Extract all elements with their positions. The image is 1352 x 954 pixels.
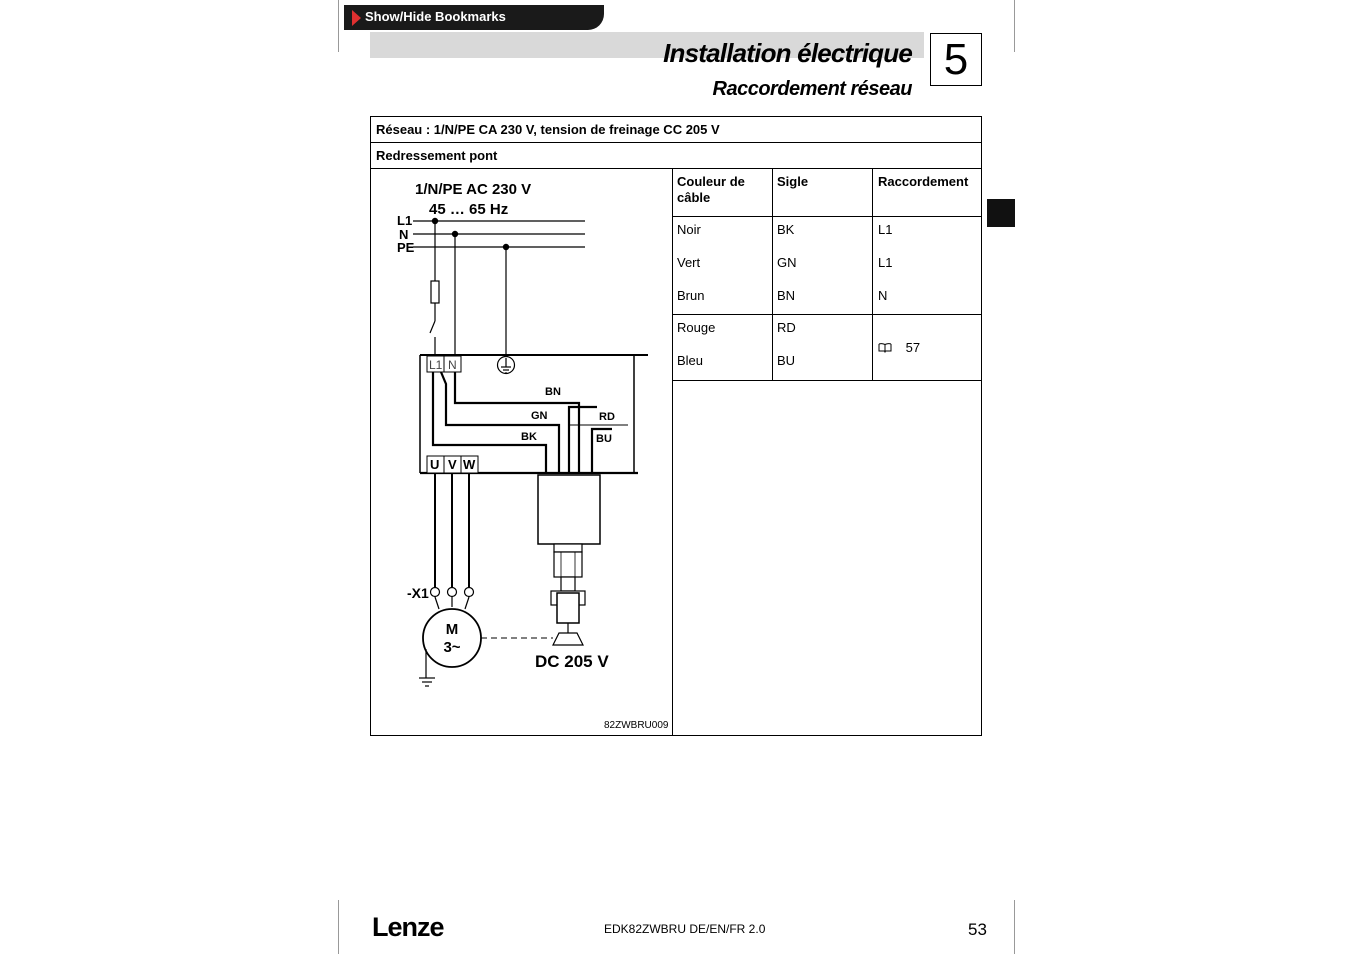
column-header-color: Couleur de câble [677,174,745,205]
crop-mark-top-right [1014,0,1015,52]
column-header-connection: Raccordement [878,174,969,189]
page-reference: 57 [905,340,921,355]
rectifier-label: Redressement pont [376,148,498,163]
wire-rd-label: RD [599,411,615,423]
motor-phase-label: 3~ [443,639,461,656]
motor-symbol [423,609,481,667]
divider [872,169,873,381]
column-header-code: Sigle [777,174,809,189]
terminal-block-label: -X1 [407,585,429,601]
cell-code: BU [777,353,796,368]
terminal-l1-label: L1 [429,358,443,372]
page-number: 53 [968,920,987,939]
divider [672,380,982,381]
cell-code: GN [777,255,797,270]
lenze-logo: Lenze [372,912,444,942]
motor-m-label: M [445,621,459,638]
cell-color: Bleu [677,353,704,368]
cell-color: Noir [677,222,701,237]
crop-mark-top-left [338,0,339,52]
cell-connection: N [878,288,888,303]
supply-label: 1/N/PE AC 230 V [415,181,532,198]
book-icon [878,342,892,353]
chapter-number: 5 [930,33,982,86]
l1-label: L1 [397,213,413,228]
cell-connection: L1 [878,255,893,270]
figure-id: 82ZWBRU009 [604,720,669,731]
table-row-network [371,117,981,143]
cell-code: RD [777,320,796,335]
network-label: Réseau : 1/N/PE CA 230 V, tension de freinage CC 205 V [376,122,720,137]
terminal-u-label: U [430,457,440,472]
crop-mark-bottom-right [1014,900,1015,954]
terminal-v-label: V [448,457,457,472]
terminal-n-label: N [448,358,457,372]
cell-connection: L1 [878,222,893,237]
bookmarks-label: Show/Hide Bookmarks [365,9,506,24]
page-title: Installation électrique [663,38,912,68]
page-subtitle: Raccordement réseau [712,78,912,100]
cell-color: Brun [677,288,705,303]
cell-color: Rouge [677,320,716,335]
frequency-label: 45 … 65 Hz [429,201,509,218]
document-id: EDK82ZWBRU DE/EN/FR 2.0 [604,922,766,936]
chapter-thumb-tab [987,199,1015,227]
triangle-right-icon [352,10,361,26]
wire-gn-label: GN [531,410,548,422]
show-hide-bookmarks-button[interactable] [344,5,604,30]
divider [672,169,673,736]
table-row-rectifier [371,143,981,169]
divider [772,169,773,381]
cell-color: Vert [677,255,701,270]
divider [672,216,982,217]
cell-code: BN [777,288,796,303]
crop-mark-bottom-left [338,900,339,954]
cell-code: BK [777,222,795,237]
divider [672,314,982,315]
wire-bu-label: BU [596,433,612,445]
pe-label: PE [397,240,415,255]
n-label: N [399,227,409,242]
brake-voltage-label: DC 205 V [535,652,609,671]
wire-bk-label: BK [521,431,537,443]
cell-connection-reference [878,340,920,356]
wire-bn-label: BN [545,386,561,398]
wiring-diagram [371,169,672,735]
terminal-w-label: W [463,457,476,472]
